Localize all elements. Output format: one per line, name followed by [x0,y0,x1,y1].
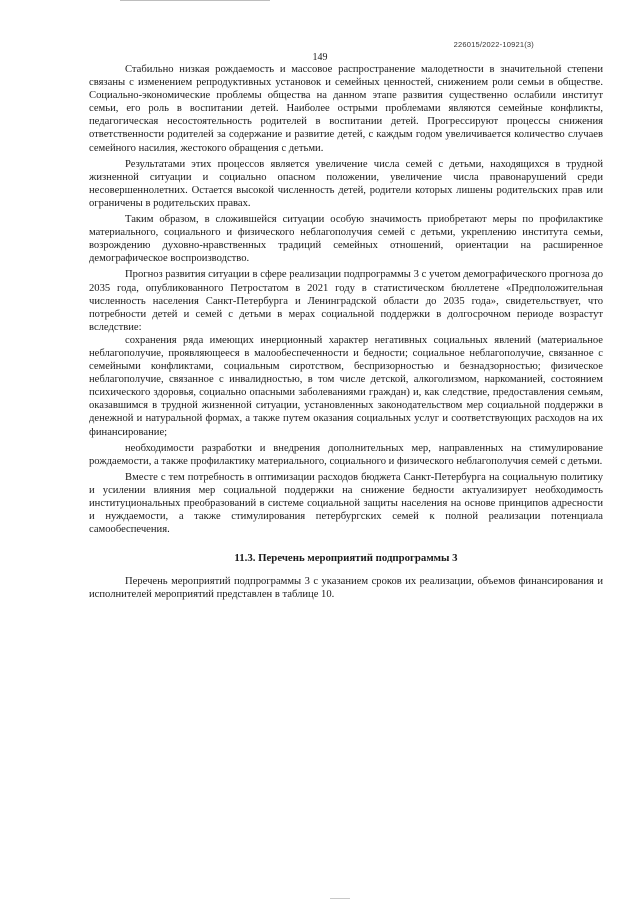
page-number: 149 [312,52,328,63]
paragraph: Результатами этих процессов является увеличение числа семей с детьми, находящихся в трудной жизненной ситуации и социально опасном положении, увеличение числа правонарушений среди несовершеннолетних. Остается высокой численность детей, родители которых лишены родительских прав или ограничены в родительских правах. [89,158,603,209]
document-id: 226015/2022-10921(3) [453,40,534,49]
section-heading: 11.3. Перечень мероприятий подпрограммы 3 [234,552,458,565]
paragraph: Прогноз развития ситуации в сфере реализации подпрограммы 3 с учетом демографического прогноза до 2035 года, опубликованного Петростатом в 2021 году в статистическом бюллетене «Предположительная численность населения Санкт-Петербурга и Ленинградской области до 2035 года», свидетельствует, что потребности детей и семей с детьми в мерах социальной поддержки в долгосрочном периоде возрастут вследствие: [89,269,603,333]
paragraph: Вместе с тем потребность в оптимизации расходов бюджета Санкт-Петербурга на социальную политику и усилении влияния мер социальной поддержки на снижение бедности актуализирует необходимость институциональных преобразований в системе социальной защиты населения на основе принципов адресности и нуждаемости, а также стимулирования петербургских семей к полной реализации потенциала самообеспечения. [89,471,603,536]
scan-artifact [120,0,270,5]
paragraph: Стабильно низкая рождаемость и массовое распространение малодетности в значительной степени связаны с изменением репродуктивных установок и семейных ценностей, снижением роли семьи в обществе. Социально-экономические проблемы общества на данном этапе развития существенно ослабили институт семьи, его роль в воспитании детей. Наиболее острыми проблемами являются семейные конфликты, педагогическая несостоятельность родителей в воспитании детей. Прогрессируют процессы снижения ответственности родителей за содержание и развитие детей, с каждым годом увеличивается количество случаев семейного насилия, жестокого обращения с детьми. [89,64,603,154]
list-item: сохранения ряда имеющих инерционный характер негативных социальных явлений (материальное неблагополучие, проявляющееся в малообеспеченности и бедности; социальное неблагополучие, связанное с семейными конфликтами, социальным сиротством, беспризорностью и безнадзорностью; физическое неблагополучие, связанное с инвалидностью, в том числе детской, алкоголизмом, наркоманией, состоянием психического здоровья, социально опасными заболеваниями граждан) и, как следствие, предоставления семьям, оказавшимся в трудной жизненной ситуации, установленных законодательством мер социальной поддержки в денежной и натуральной формах, а также путем оказания социальных услуг и соответствующих расходов на их финансирование; [89,334,603,438]
scan-artifact [330,898,350,899]
paragraph: Таким образом, в сложившейся ситуации особую значимость приобретают меры по профилактике материального, социального и физического неблагополучия семей с детьми, укреплению института семьи, возрождению духовно-нравственных традиций семейных отношений, ориентации на расширенное демографическое воспроизводство. [89,214,603,265]
section-paragraph: Перечень мероприятий подпрограммы 3 с указанием сроков их реализации, объемов финансирования и исполнителей мероприятий представлен в таблице 10. [89,576,603,601]
list-item: необходимости разработки и внедрения дополнительных мер, направленных на стимулирование рождаемости, а также профилактику материального, социального и физического неблагополучия семей с детьми. [89,442,603,467]
document-body [89,63,603,605]
